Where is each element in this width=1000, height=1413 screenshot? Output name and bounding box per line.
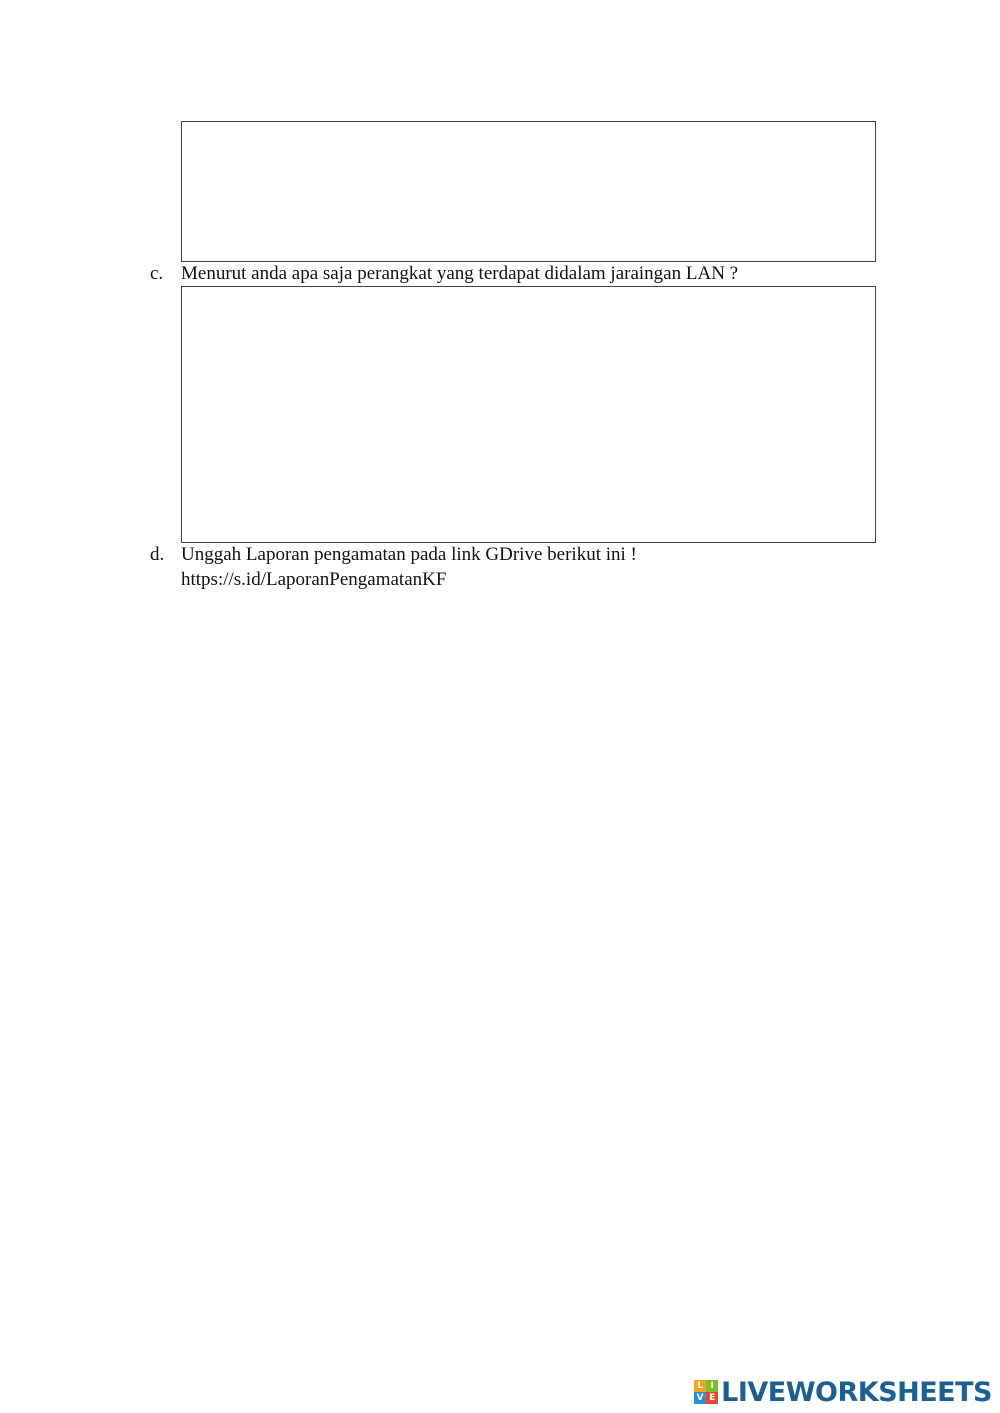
logo-letter-e: E — [706, 1392, 718, 1404]
liveworksheets-wordmark: LIVEWORKSHEETS — [721, 1376, 992, 1408]
logo-letter-l: L — [694, 1380, 706, 1392]
question-d-text: Unggah Laporan pengamatan pada link GDrive berikut ini ! — [181, 544, 637, 565]
question-d-letter: d. — [150, 544, 165, 565]
liveworksheets-icon — [694, 1380, 718, 1404]
answer-box-c[interactable] — [181, 286, 876, 543]
logo-letter-v: V — [694, 1392, 706, 1404]
logo-letter-i: I — [706, 1380, 718, 1392]
question-c-letter: c. — [150, 263, 164, 284]
liveworksheets-logo — [694, 1377, 992, 1407]
answer-box-b[interactable] — [181, 121, 876, 262]
question-c-text: Menurut anda apa saja perangkat yang terdapat didalam jaraingan LAN ? — [181, 263, 739, 284]
gdrive-link[interactable]: https://s.id/LaporanPengamatanKF — [181, 569, 447, 590]
